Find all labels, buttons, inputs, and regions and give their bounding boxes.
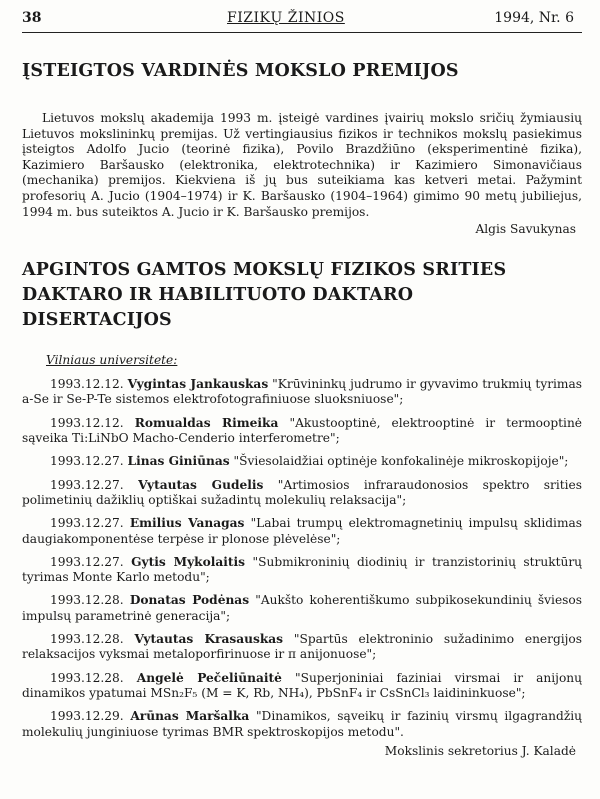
section2-signature: Mokslinis sekretorius J. Kaladė <box>384 743 576 758</box>
dissertation-entry <box>22 377 582 408</box>
dissertation-entry <box>22 632 582 663</box>
entry-date: 1993.12.12. <box>50 377 124 392</box>
entry-title: "Superjoniniai faziniai virsmai ir anijonų dinamikos ypatumai MSn₂F₅ (M = K, Rb, NH₄), PbSnF₄ ir CsSnCl₃ laidininkuose"; <box>22 670 582 700</box>
entry-date: 1993.12.27. <box>50 477 124 492</box>
dissertation-entry <box>22 671 582 702</box>
entry-date: 1993.12.27. <box>50 554 124 569</box>
entry-date: 1993.12.28. <box>50 593 124 608</box>
entry-author: Angelė Pečeliūnaitė <box>136 670 282 685</box>
entry-date: 1993.12.29. <box>50 709 124 724</box>
entry-title: "Šviesolaidžiai optinėje konfokalinėje mikroskopijoje"; <box>233 454 569 469</box>
entry-date: 1993.12.27. <box>50 454 124 469</box>
entry-title: "Spartūs elektroninio sužadinimo energijos relaksacijos vyksmai metaloporfirinuose ir π anijonuose"; <box>22 632 583 662</box>
entry-date: 1993.12.28. <box>50 670 124 685</box>
entry-author: Romualdas Rimeika <box>134 415 279 430</box>
page-header <box>22 6 582 33</box>
journal-name: FIZIKŲ ŽINIOS <box>227 10 345 26</box>
section1-signature: Algis Savukynas <box>475 222 576 237</box>
dissertation-entry <box>22 478 582 509</box>
entry-author: Linas Giniūnas <box>127 454 230 469</box>
entry-author: Vygintas Jankauskas <box>127 377 269 392</box>
page <box>22 0 582 758</box>
entry-title: "Labai trumpų elektromagnetinių impulsų sklidimas daugiakomponentėse terpėse ir plonose plėvelėse"; <box>22 516 583 546</box>
entry-title: "Dinamikos, sąveikų ir fazinių virsmų ilgagrandžių molekulių junginiuose tyrimas BMR spektroskopijos metodu". <box>22 709 582 739</box>
entry-title: "Krūvininkų judrumo ir gyvavimo trukmių tyrimas a-Se ir Se-P-Te sistemos elektrofotografiniuose sluoksniuose"; <box>22 377 583 407</box>
dissertation-entry <box>22 593 582 624</box>
dissertation-entry <box>22 416 582 447</box>
entry-author: Donatas Podėnas <box>129 593 250 608</box>
entry-author: Arūnas Maršalka <box>130 709 250 724</box>
section1-title: ĮSTEIGTOS VARDINĖS MOKSLO PREMIJOS <box>22 61 459 81</box>
section2-title-line2: DAKTARO IR HABILITUOTO DAKTARO <box>22 285 414 306</box>
dissertation-entry <box>22 555 582 586</box>
entry-author: Vytautas Gudelis <box>138 477 264 492</box>
entry-date: 1993.12.12. <box>50 415 124 430</box>
issue-info: 1994, Nr. 6 <box>494 10 574 26</box>
entry-title: "Aukšto koherentiškumo subpikosekundinių šviesos impulsų parametrinė generacija"; <box>22 593 583 623</box>
section2-title <box>22 258 582 333</box>
entry-title: "Submikroninių diodinių ir tranzistorinių struktūrų tyrimas Monte Karlo metodu"; <box>22 554 583 585</box>
entry-title: "Artimosios infraraudonosios spektro srities polimetinių dažiklių optiškai sužadintų molekulių relaksacija"; <box>22 477 583 507</box>
entry-title: "Akustooptinė, elektrooptinė ir termooptinė sąveika Ti:LiNbO Macho-Cenderio interferometre"; <box>22 415 583 446</box>
institution-label: Vilniaus universitete: <box>46 353 178 368</box>
dissertation-entry <box>22 516 582 547</box>
entry-date: 1993.12.28. <box>50 632 124 647</box>
section2-title-line3: DISERTACIJOS <box>22 310 172 331</box>
page-number: 38 <box>22 10 42 26</box>
dissertation-entry <box>22 454 582 469</box>
section1-paragraph: Lietuvos mokslų akademija 1993 m. įsteigė vardines įvairių mokslo sričių žymiausių Lietuvos mokslininkų premijas. Už vertingiausius fizikos ir technikos mokslų pasiekimus įsteigtos Adolfo Jucio (teorinė fizika), Povilo Brazdžiūno (eksperimentinė fizika), Kazimiero Baršausko (elektronika, elektrotechnika) ir Kazimiero Simonavičiaus (mechanika) premijos. Kiekviena iš jų bus suteikiama kas ketveri metai. Pažymint profesorių A. Jucio (1904–1974) ir K. Baršausko (1904–1964) gimimo 90 metų jubiliejus, 1994 m. bus suteiktos A. Jucio ir K. Baršausko premijos. <box>22 111 582 219</box>
entry-date: 1993.12.27. <box>50 516 124 531</box>
dissertation-list <box>22 377 582 740</box>
dissertation-entry <box>22 709 582 740</box>
entry-author: Vytautas Krasauskas <box>134 632 284 647</box>
entry-author: Gytis Mykolaitis <box>131 554 246 569</box>
entry-author: Emilius Vanagas <box>129 516 245 531</box>
section2-title-line1: APGINTOS GAMTOS MOKSLŲ FIZIKOS SRITIES <box>22 260 507 281</box>
